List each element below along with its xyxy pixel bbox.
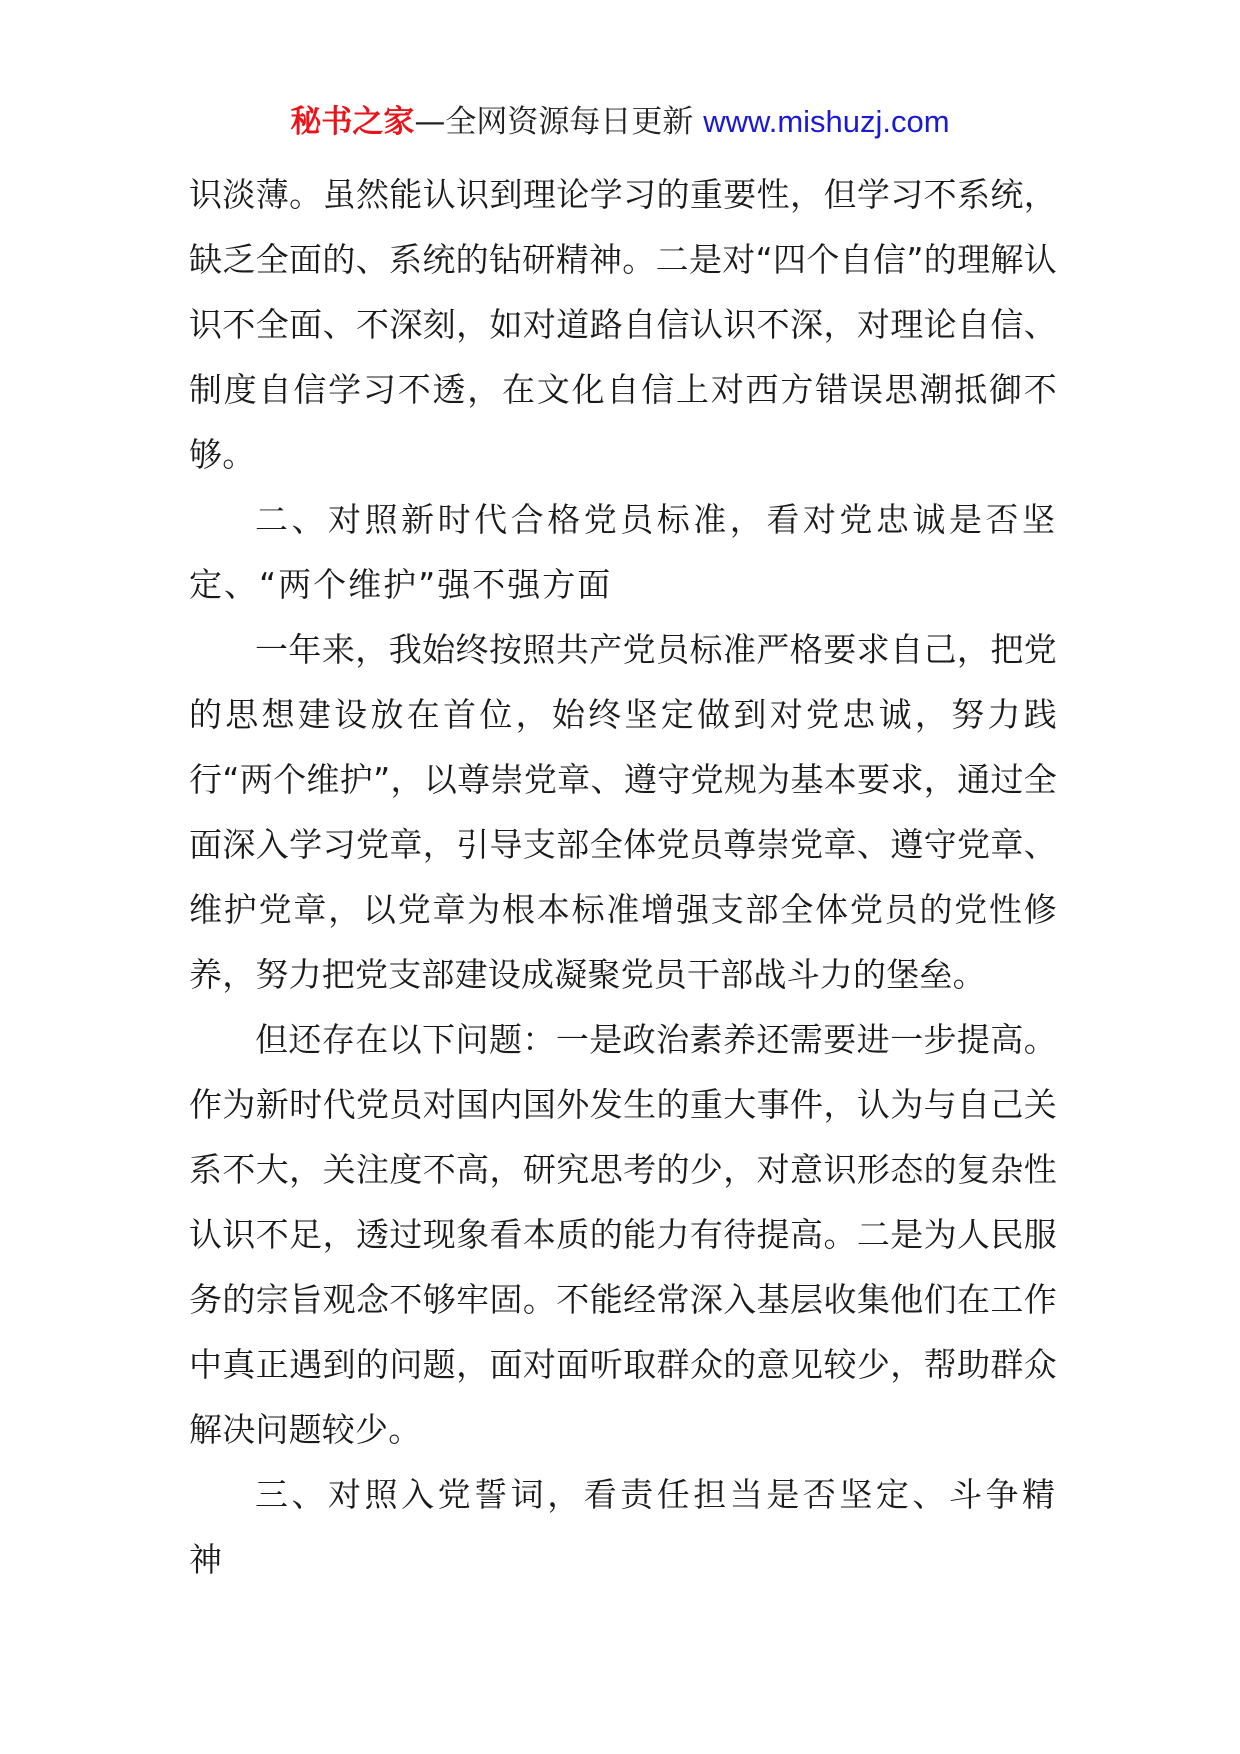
- site-banner: [0, 100, 1240, 144]
- document-body: [189, 162, 1057, 1592]
- paragraph-continuation: 识淡薄。虽然能认识到理论学习的重要性，但学习不系统，缺乏全面的、系统的钻研精神。二是对“四个自信”的理解认识不全面、不深刻，如对道路自信认识不深，对理论自信、制度自信学习不透，在文化自信上对西方错误思潮抵御不够。: [189, 175, 1057, 474]
- banner-tagline: —全网资源每日更新: [414, 104, 704, 140]
- section-heading-two: 二、对照新时代合格党员标准，看对党忠诚是否坚定、“两个维护”强不强方面: [189, 500, 1057, 604]
- brand-name: 秘书之家: [290, 104, 415, 140]
- site-url-link[interactable]: www.mishuzj.com: [703, 104, 950, 139]
- paragraph-body: 一年来，我始终按照共产党员标准严格要求自己，把党的思想建设放在首位，始终坚定做到对党忠诚，努力践行“两个维护”，以尊崇党章、遵守党规为基本要求，通过全面深入学习党章，引导支部全体党员尊崇党章、遵守党章、维护党章，以党章为根本标准增强支部全体党员的党性修养，努力把党支部建设成凝聚党员干部战斗力的堡垒。: [189, 630, 1057, 994]
- paragraph-problems: 但还存在以下问题：一是政治素养还需要进一步提高。作为新时代党员对国内国外发生的重大事件，认为与自己关系不大，关注度不高，研究思考的少，对意识形态的复杂性认识不足，透过现象看本质的能力有待提高。二是为人民服务的宗旨观念不够牢固。不能经常深入基层收集他们在工作中真正遇到的问题，面对面听取群众的意见较少，帮助群众解决问题较少。: [189, 1020, 1057, 1449]
- section-heading-three: 三、对照入党誓词，看责任担当是否坚定、斗争精神: [189, 1475, 1057, 1579]
